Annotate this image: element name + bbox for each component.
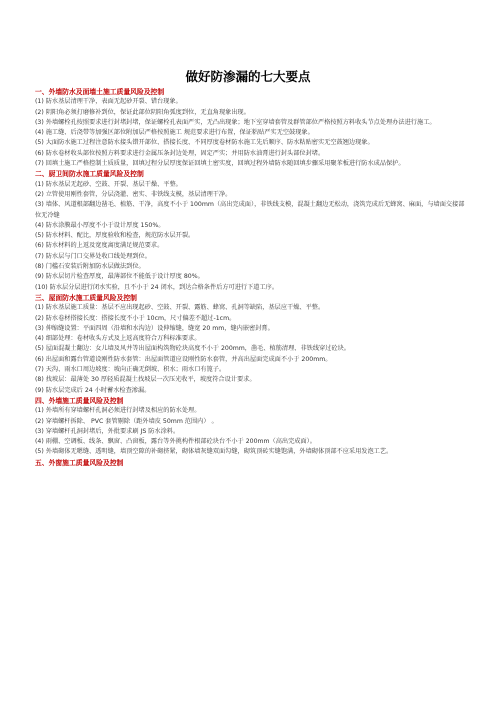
- paragraph: (1) 防水基层无起砂、空鼓、开裂、基层干燥、平整。: [35, 180, 182, 188]
- paragraph: (6) 防水卷材收头部位按照方料要求进行金属压条封边处理，固定严实；并用防水油膏进行封头部位封堵。: [35, 149, 325, 157]
- section-heading: 一、外墙防水及面墙土施工质量风险及控制: [35, 88, 165, 96]
- paragraph: (1) 防水基层施工质量：基层不应出现起砂、空鼓、开裂、露筋、蜂窝、孔洞等缺陷，基层应干燥、平整。: [35, 304, 325, 312]
- paragraph: (3) 外墙螺栓孔按照要求进行封堵封堵，保证螺栓孔表面严实，无凸出现象；地下室穿墙套管及群管部位严格按照方料收头节点处理办法进行施工。: [35, 118, 436, 126]
- paragraph: (4) 施工缝、后浇带等加强区部位附加层严格按照施工 规范要求进行布置，保证粘贴严实无空鼓现象。: [35, 129, 314, 137]
- paragraph: (1) 外墙所有穿墙螺杆孔洞必须进行封堵及相应的防水处理。: [35, 407, 201, 415]
- paragraph: (2) 立管使用刚性套管，分层浇灌、密实、非铁线支模，基层清理干净。: [35, 190, 232, 198]
- section-heading: 四、外墙施工质量风险及控制: [35, 396, 124, 405]
- paragraph: (4) 细部处理：卷材收头方式及上返高度符合万科标准要求。: [35, 335, 201, 343]
- paragraph: (7) 回填土施工严格控制土质质量，回填过程分层厚度保证回填土密实度，回填过程外墙防水随回填步骤采用聚苯板进行防水成品保护。: [35, 160, 405, 168]
- paragraph: (6) 防水材料的上返及宽度离度满足规范要求。: [35, 242, 164, 250]
- paragraph: (9) 防水层完成后 24 小时蓄水检查渗漏。: [35, 386, 151, 394]
- paragraph: (3) 伸缩缝设置：平面四周（沿墙和水沟边）设伸缩缝，缝宽 20 mm，缝内嵌密封膏。: [35, 324, 274, 332]
- paragraph: (3) 穿墙螺杆孔洞封堵后，外批要求刷 JS 防水涂料。: [35, 427, 180, 435]
- paragraph: (5) 外墙砌体无嗯缝、透明缝，墙顶空隙的补砌挤紧，砌体墙灰缝双面勾缝，砌筑顶砖实缝饱满，外墙砌体顶部不应采用发泡工艺。: [35, 448, 393, 456]
- paragraph: (1) 防水基层清理干净，表面无起砂开裂、错台现象。: [35, 98, 182, 106]
- paragraph: (6) 出屋面和露台管道设刚性防水套管：出屋面管道应设刚性防水套管，并高出屋面完成面不小于 200mm。: [35, 355, 332, 363]
- paragraph: (9) 防水层切片检查厚度，最薄部位不能低于设计厚度 80%。: [35, 273, 204, 281]
- paragraph: (2) 穿墙螺杆拆除、 PVC 套管剔除（距外墙皮 50mm 范围内） 。: [35, 417, 218, 425]
- paragraph: (2) 防水卷材搭接长度：搭接长度不小于 10cm，尺寸偏差不超过-1cm。: [35, 314, 236, 322]
- section-heading: 三、屋面防水施工质量风险及控制: [35, 293, 137, 302]
- paragraph: (7) 天沟、雨水口周边坡度：坡向正确无倒坡、积水；雨水口有篦子。: [35, 366, 226, 374]
- paragraph: (7) 防水层与门口交界处收口线处理到位。: [35, 252, 151, 260]
- paragraph: (4) 防水涂膜最小厚度不小于设计厚度 150%。: [35, 221, 165, 229]
- document-body: [35, 87, 467, 468]
- paragraph: (5) 防水材料、配比，厚度验收和检查，规范防水层开裂。: [35, 232, 195, 240]
- paragraph: (5) 屋面混凝土翻边：女儿墙及风井等出屋面构筑物砼块高度不小于 200mm，凿毛、植筋清理、非铁线穿过砼块。: [35, 345, 350, 353]
- paragraph: (10) 防水层分层进行闭水实验，且不小于 24 闭水，到达合格条件后方可进行下道工序。: [35, 283, 279, 291]
- paragraph: (8) 门槛石安装后附加防水层做法到位。: [35, 263, 145, 271]
- paragraph: (3) 墙体、风道根部翻边凿毛、植筋、干净，高度不小于 100mm（高出完成面），非铁线支模，混凝土翻边无松动，浇筑完成后无蜂窝、麻面，与墙面交接部位无冷缝: [35, 201, 465, 219]
- paragraph: (2) 阴阳角必须打磨修补到位，保证此部位阴阳角弧度到位，无直角现象出现。: [35, 108, 250, 116]
- paragraph: (4) 雨棚、空调板、线条、飘窗、凸窗板，露台等外挑构件根部砼块台不小于 200mm（高出完成面）。: [35, 438, 316, 446]
- paragraph: (5) 大面防水施工过程注意防水接头错开部位、搭接长度、不同厚度卷材防水施工先后顺序、防水粘贴密实无空鼓翘边现象。: [35, 139, 374, 147]
- section-heading: 五、外窗施工质量风险及控制: [35, 458, 124, 467]
- section-heading: 二、厨卫间防水施工质量风险及控制: [35, 170, 144, 179]
- document-title: 做好防渗漏的七大要点: [185, 69, 311, 84]
- paragraph: (8) 找坡层：最薄处 30 厚轻质混凝土找坡层一次压光收平，坡度符合设计要求。: [35, 376, 256, 384]
